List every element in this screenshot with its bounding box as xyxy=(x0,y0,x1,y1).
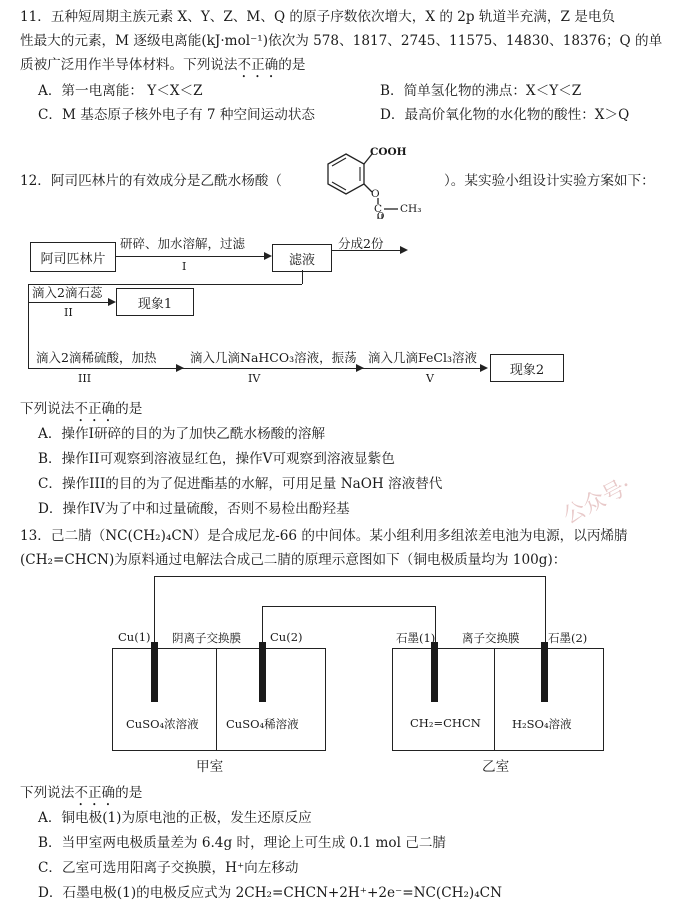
step2-label: 滴入2滴石蕊 xyxy=(32,285,103,300)
watermark: 公众号· xyxy=(559,473,636,530)
step1-label: 研碎、加水溶解，过滤 xyxy=(120,236,246,251)
emphasis-not-correct: 不正确 xyxy=(74,785,116,801)
emphasis-not-correct: 不正确 xyxy=(237,57,279,73)
ester-o-label: O xyxy=(371,188,380,200)
arrow-head-split xyxy=(400,246,408,254)
chamber-jia xyxy=(112,648,326,751)
q11-option-a: A．第一电离能： Y＜X＜Z xyxy=(38,83,203,99)
box-filtrate: 滤液 xyxy=(272,244,332,272)
q11-line1: 11．五种短周期主族元素 X、Y、Z、M、Q 的原子序数依次增大，X 的 2p 轨道半充满，Z 是电负 xyxy=(20,9,616,25)
step2-number: II xyxy=(64,306,73,319)
q12-intro-a: 12．阿司匹林片的有效成分是乙酰水杨酸（ xyxy=(20,173,282,189)
arrow-line-step2 xyxy=(28,302,110,303)
cooh-label: COOH xyxy=(370,146,407,158)
carbonyl-c-label: C xyxy=(374,203,383,215)
q13-line2: (CH₂=CHCN)为原料通过电解法合成己二腈的原理示意图如下（铜电极质量均为 100g)： xyxy=(20,552,567,568)
electrode-cu1 xyxy=(151,642,158,702)
branch-down-line xyxy=(302,270,303,284)
label-cuso4-dilute: CuSO₄稀溶液 xyxy=(226,717,299,731)
label-cu2: Cu(2) xyxy=(270,630,303,644)
electrode-cu2 xyxy=(259,642,266,702)
label-chamber-jia: 甲室 xyxy=(196,759,224,775)
label-h2so4: H₂SO₄溶液 xyxy=(512,717,572,731)
box-phenomenon-2: 现象2 xyxy=(490,354,564,382)
electrode-graphite1 xyxy=(431,642,438,702)
arrow-head-step5 xyxy=(480,364,488,372)
label-ion-membrane: 离子交换膜 xyxy=(462,631,520,645)
q11-option-c: C．M 基态原子核外电子有 7 种空间运动状态 xyxy=(38,107,316,123)
label-chamber-yi: 乙室 xyxy=(482,759,510,775)
q13-option-a: A．铜电极(1)为原电池的正极，发生还原反应 xyxy=(38,810,312,826)
arrow-head-step3 xyxy=(176,364,184,372)
box-aspirin-tablet: 阿司匹林片 xyxy=(30,242,116,272)
step4-number: IV xyxy=(248,372,261,385)
q13-option-b: B．当甲室两电极质量差为 6.4g 时，理论上可生成 0.1 mol 己二腈 xyxy=(38,835,447,851)
arrow-head-step2 xyxy=(108,298,116,306)
ch3-label: CH₃ xyxy=(400,203,422,215)
q13-option-c: C．乙室可选用阳离子交换膜，H⁺向左移动 xyxy=(38,860,299,876)
chamber-yi xyxy=(392,648,604,751)
electrode-graphite2 xyxy=(541,642,548,702)
branch-left-line xyxy=(28,284,29,368)
arrow-head-step4 xyxy=(356,364,364,372)
q12-option-b: B．操作II可观察到溶液显红色，操作V可观察到溶液显紫色 xyxy=(38,451,395,467)
label-cuso4-concentrated: CuSO₄浓溶液 xyxy=(126,717,199,731)
q13-option-d: D．石墨电极(1)的电极反应式为 2CH₂=CHCN+2H⁺+2e⁻=NC(CH₂)₄CN xyxy=(38,885,502,901)
label-graphite2: 石墨(2) xyxy=(548,631,588,645)
step5-number: V xyxy=(426,372,434,385)
q11-line3: 质被广泛用作半导体材料。下列说法不正确的是 xyxy=(20,57,306,73)
q12-intro-b: ）。某实验小组设计实验方案如下： xyxy=(444,173,655,189)
emphasis-not-correct: 不正确 xyxy=(74,401,116,417)
step3-number: III xyxy=(78,372,92,385)
arrow-line-step1 xyxy=(116,256,266,257)
q12-stem: 下列说法不正确的是 xyxy=(20,401,143,417)
split-label: 分成2份 xyxy=(338,236,384,251)
tank-jia-rim xyxy=(112,648,326,649)
box-phenomenon-1: 现象1 xyxy=(116,288,194,316)
arrow-head-step1 xyxy=(264,252,272,260)
label-anion-membrane: 阴离子交换膜 xyxy=(172,631,241,645)
step1-number: I xyxy=(182,260,187,273)
q11-option-d: D．最高价氧化物的水化物的酸性：X＞Q xyxy=(380,107,630,123)
ion-exchange-membrane xyxy=(494,648,495,750)
q12-option-a: A．操作I研碎的目的为了加快乙酰水杨酸的溶解 xyxy=(38,426,326,442)
label-graphite1: 石墨(1) xyxy=(396,631,436,645)
label-cu1: Cu(1) xyxy=(118,630,151,644)
step4-label: 滴入几滴NaHCO₃溶液，振荡 xyxy=(190,350,357,365)
q12-option-c: C．操作III的目的为了促进酯基的水解，可用足量 NaOH 溶液替代 xyxy=(38,476,443,492)
step3-label: 滴入2滴稀硫酸，加热 xyxy=(36,350,157,365)
q11-line2: 性最大的元素，M 逐级电离能(kJ·mol⁻¹)依次为 578、1817、2745、11575、14830、18376；Q 的单 xyxy=(20,33,663,49)
carbonyl-o-label: O xyxy=(377,212,385,222)
q12-option-d: D．操作IV为了中和过量硫酸，否则不易检出酚羟基 xyxy=(38,501,350,517)
step5-label: 滴入几滴FeCl₃溶液 xyxy=(368,350,477,365)
label-acrylonitrile: CH₂=CHCN xyxy=(410,716,481,730)
arrow-line-steps-3-5 xyxy=(28,368,482,369)
anion-exchange-membrane xyxy=(216,648,217,750)
q13-stem: 下列说法不正确的是 xyxy=(20,785,143,801)
q11-option-b: B．简单氢化物的沸点：X＜Y＜Z xyxy=(380,83,582,99)
q13-line1: 13．己二腈（NC(CH₂)₄CN）是合成尼龙-66 的中间体。某小组利用多组浓差电池为电源，以丙烯腈 xyxy=(20,528,628,544)
tank-yi-rim xyxy=(392,648,604,649)
